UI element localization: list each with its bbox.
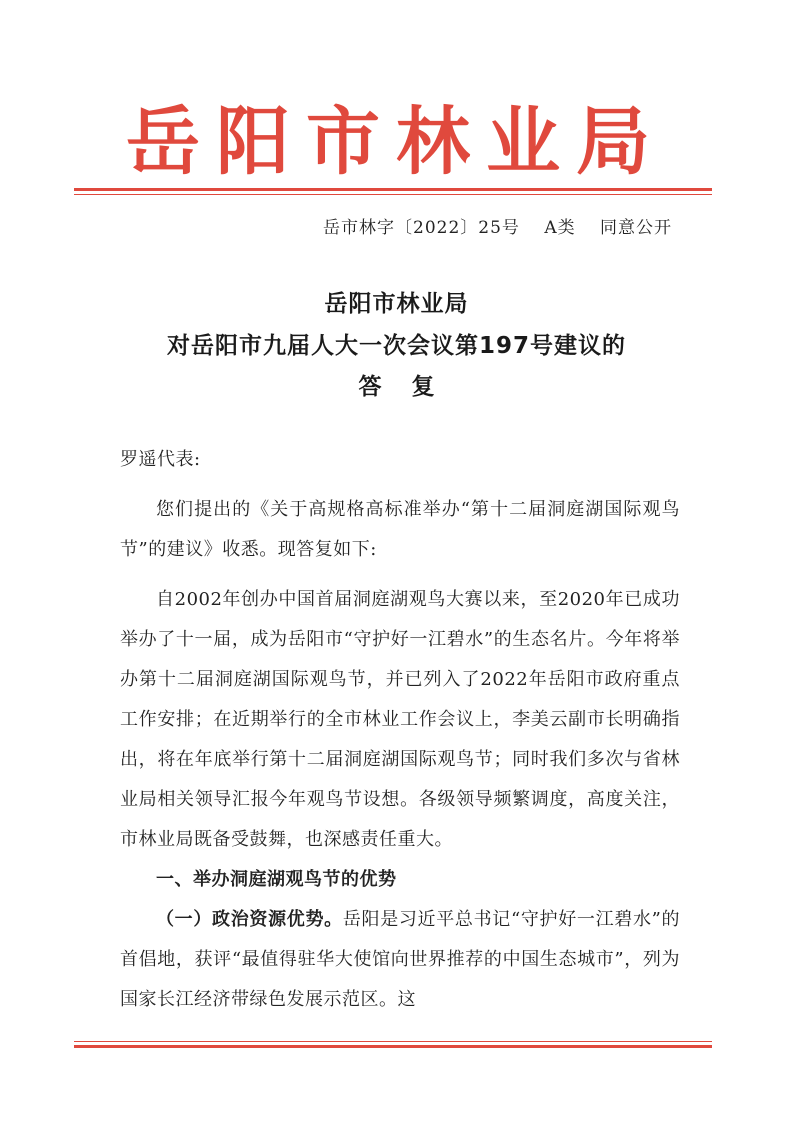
section-heading-advantages: 一、举办洞庭湖观鸟节的优势: [156, 869, 397, 890]
document-body: [120, 440, 680, 1020]
salutation: 罗遥代表:: [120, 449, 201, 470]
subsection-text: 岳阳是习近平总书记“守护好一江碧水”的首倡地，获评“最值得驻华大使馆向世界推荐的中国生态城市”，列为国家长江经济带绿色发展示范区。这: [120, 909, 681, 1010]
letterhead-title: 岳阳市林业局: [126, 99, 666, 185]
document-code: 岳市林字〔2022〕25号: [323, 218, 520, 238]
document-category: A类: [544, 218, 576, 238]
title-line-2: 对岳阳市九届人大一次会议第197号建议的: [166, 333, 626, 359]
header-rule-thin: [74, 194, 712, 195]
document-number-line: [323, 216, 672, 240]
header-rule-thick: [74, 188, 712, 191]
disclosure-status: 同意公开: [600, 218, 672, 238]
title-line-3: 答复: [358, 374, 465, 400]
paragraph-history: 自2002年创办中国首届洞庭湖观鸟大赛以来，至2020年已成功举办了十一届，成为岳阳市“守护好一江碧水”的生态名片。今年将举办第十二届洞庭湖国际观鸟节，并已列入了2022年岳阳市政府重点工作安排；在近期举行的全市林业工作会议上，李美云副市长明确指出，将在年底举行第十二届洞庭湖国际观鸟节；同时我们多次与省林业局相关领导汇报今年观鸟节设想。各级领导频繁调度，高度关注，市林业局既备受鼓舞，也深感责任重大。: [120, 589, 680, 850]
title-line-1: 岳阳市林业局: [324, 291, 469, 317]
subsection-political-resources: [120, 900, 680, 1020]
intro-paragraph: 您们提出的《关于高规格高标准举办“第十二届洞庭湖国际观鸟节”的建议》收悉。现答复如下:: [120, 499, 680, 560]
subsection-label: （一）政治资源优势。: [156, 909, 343, 930]
footer-rule-thin: [74, 1041, 712, 1042]
footer-rule-thick: [74, 1045, 712, 1048]
